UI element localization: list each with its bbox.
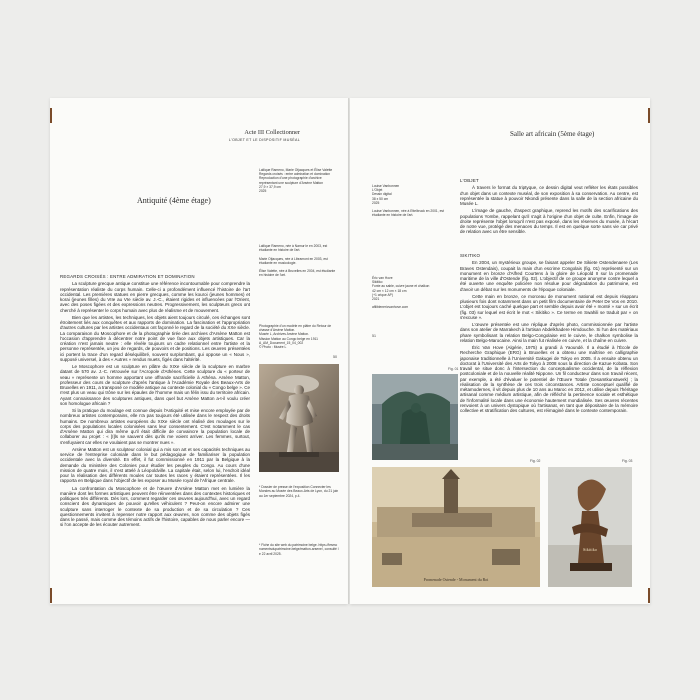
monument-photo: [372, 374, 458, 460]
running-head-title: Acte III Collectionner: [244, 129, 300, 136]
fig-03-sculpture-photo: [548, 467, 632, 587]
objet-paragraph: L'image de gauche, d'aspect graphique, reprend les motifs des scarifications des populations Yombe, rappelant qu'il s'agit à l'origine d'un objet de culte. Enfin, l'image de droite représente l'objet lorsqu'il n'est pas exposé, dans les réserves du musée, à l'écart de notre vue, protégé des menaces du temps. Il est en quelque sorte sans vie car privé de relation avec un être sensible.: [460, 208, 638, 235]
artist-block-sikitiko: Éric van Hove Sikitiko Fonte au sable, cuivre jaune et chalkon 42 cm × 12 cm × 18 cm (+1 crique AP) 2021 afiliblenericvanhove.com: [372, 276, 430, 310]
running-head-right: Salle art africain (5ème étage): [510, 130, 595, 138]
authors-note: Laliique Rameno, née à Namur le en 2003, est étudiante en histoire de l'art. Marie Otjacques, née à Libramont en 2003, est étudiante en musicologie. Élise Valette, née à Bruxelles en 2004, est étudiante en histoire de l'art.: [259, 244, 336, 278]
footnote-1: * Dossier de presse de l'exposition Connecter les Mondes au Musée des Beaux-Arts de Lyon, du 21 juin au 1er septembre 2024, p.4.: [259, 485, 339, 498]
essay-paragraph: Le Moscophore est un sculpture en plâtre du XIXe siècle de la sculpture en marbre datant de 570 av. J.-C. retrouvée sur l'Acropole d'Athènes. Cette sculpture du « porteur de veau » représente un homme apportant une offrande sacrificielle à Athéna. Arsène Matton, professeur des cours de sculpture d'après l'antique à l'Académie Royale des Beaux-Arts de Bruxelles en 1911, a transposé ce modèle antique au contexte colonial du « Congo belge ». Ce n'est plus un veau qui trône sur les épaules de l'homme mais un félin issu du territoire africain. Ayant connaissance des sculptures antiques, dans quel but Arsène Matton a-t-il voulu créer son homologue africain ?: [60, 364, 250, 406]
sikitiko-heading: SIKITIKO: [460, 253, 481, 258]
objet-paragraph: À travers le format du triptyque, ce dessin digital veut refléter les états possibles d'un objet dans un contexte muséal, de son exposition à sa conservation. Au centre, est représentée la statue à pouvoir Nkondi présente dans la salle de la section africaine du Musée L.: [460, 185, 638, 206]
sikitiko-paragraph: L'œuvre présentée est une réplique d'après photo, commissionnée par l'artiste dans son atelier de Marrakech à l'artisan Abdelkhadere Himdouche. Si l'un des matériaux phare symbolisant la relation Belgo-Congolaise est le cuivre, le chalkon symbolise la relation Belgo-Marocaine. Ainsi la main fut réalisée en cuivre, et la chaîne en cuivre.: [460, 322, 638, 343]
left-page-tab-marker: [50, 108, 52, 123]
essay-paragraph: La sculpture grecque antique constitue une référence incontournable pour comprendre la représentation réaliste du corps humain. Celle-ci a profondément influencé l'histoire de l'art occidental. Les premières statues en pierre grecques, comme les kouroi (jeunes hommes) et korai (jeunes filles) du VIIe au VIe siècle av. J.-C., étaient rigides et influencées par l'Orient, avec des poses figées et des expressions neutres. Progressivement, les sculpteurs grecs ont cherché à représenter le corps humain avec plus de réalisme et de mouvement.: [60, 281, 250, 313]
fig-01-photo: [372, 374, 458, 460]
main-essay: [60, 274, 250, 596]
sikitiko-paragraph: En 2004, un mystérieux groupe, se faisant appeler De Sikiete Ostendenaere (Les Braves Ostendais), coupait la main d'un escrime Congolais (fig. 01) représenté sur un monument en bronze d'Alfred Courtens à la gloire de Léopold II sur la promenade maritime de la ville d'Ostende (fig. 02). L'objectif de ce groupe anonyme contre lequel a été ouverte une enquête policière non résolue pour dégradation du patrimoine, est d'avoir un débat sur les monuments de l'époque coloniale.: [460, 260, 638, 292]
photo-credit: Photographie d'un modèle en plâtre du Retour de chasse d'Arsène Matton. Musée L, Archives Arsène Matton. Mission Matton au Congo belge en 1911 A_AM_Document_15_04_002 © Photo : Musée L: [259, 324, 332, 350]
essay-paragraph: Si la pratique du moulage est connue depuis l'Antiquité et mise encore employée par de nombreux artistes contemporains, elle n'a pas toujours été utilisée dans le respect des droits humains. De nombreux artistes européens du XIXe siècle ont réalisé des moulages sur le corps des populations locales colonisées sans leur consentement. C'est notamment le cas d'Arsène Matton qui dira même qu'il était difficile de convaincre la population locale de collaborer au projet : « [I]ls se sauvent dès qu'ils me voient arriver. Les femmes, surtout, s'enfuyaient car elles ne voulaient pas se montrer nues ».: [60, 408, 250, 445]
essay-heading: REGARDS CROISÉS : ENTRE ADMIRATION ET DOMINATION: [60, 274, 195, 279]
fig-02-postcard: [372, 467, 540, 587]
figure-number-right: 51: [372, 334, 376, 338]
right-page: [350, 98, 650, 604]
sikitiko-sculpture-image: [548, 467, 632, 587]
running-head-subtitle: L'OBJET ET LE DISPOSITIF MUSÉAL: [228, 138, 300, 142]
artist-block-objet: Louise Vanbonnen L'Objet Dessin digital 38 x 50 cm 2025 Louise Vanbonnen, née à Ettelbruck en 2001, est étudiante en histoire de l'art.: [372, 184, 444, 218]
fig-02-label: Fig. 02: [530, 459, 541, 463]
running-head: [180, 128, 300, 142]
right-page-bottom-tab-marker: [648, 588, 650, 603]
sikitiko-paragraph: Éric Van Hove (Algérie, 1975) a grandi à Yaoundé. Il a étudié à l'École de Recherche Graphique (ERG) à Bruxelles et a obtenu une maîtrise en calligraphie japonaise traditionnelle à l'Université Gakugei de Tokyo en 2005. Il a ensuite obtenu un doctorat à l'Université des Arts de Tokyo à 2008 sous la direction de Kazue Kobata. Son travail se situe donc à l'intersection du conceptualisme occidental, de la réflexion postcoloniale et de la nouvelle réalité Nippone. Un fil conducteur dans son travail récent, par exemple, a été d'évaluer le potentiel de l'Œuvre Totale (Gesamtkunstwerk) ; la réalisation de la synthèse de ces trois circonstances. Artiste conceptuel qualifié de métamodernes, il vit depuis plus de 10 ans au Maroc en 2012, et utilise depuis l'héritage artisanal comme médium artistique, afin de réfléchir la pertinence sociale et esthétique de l'informalité locale dans une économie hautement mondialisée. Ses œuvres récentes renvoient à un univers dystopique où l'artisanat, en tant que dépositaire de la mémoire collective et stratification des cultures, est réimaginé dans le contexte contemporain.: [460, 345, 638, 413]
section-title: Antiquité (4ème étage): [137, 196, 211, 205]
matton-sculpture-image: [259, 364, 339, 472]
sculpture-inscription: Sikitiko: [582, 547, 598, 552]
sikitiko-paragraph: Cette main en bronze, ce morceau de monument national est depuis réapparu plusieurs fois dont notamment dans un petit film documentaire de Peter De Vos en 2010. L'objet est toujours caché quelque part et semble depuis avoir été « monté » sur un écrit (fig. 03) sur lequel est écrit le mot « Sikitiko ». Ce terme en Swahili se traduit par « on s'excuse ».: [460, 293, 638, 320]
fig-01-label: Fig. 01: [448, 367, 459, 371]
right-page-tab-marker: [648, 108, 650, 123]
essay-paragraph: La confrontation du Moscophore et de l'œuvre d'Arsène Matton met en lumière la manière dont les formes artistiques peuvent être réinventées dans des contextes historiques et politiques très différents. Dès lors, comment regarder ces œuvres aujourd'hui, avec un regard conscient des dynamiques de pouvoir qu'elles véhiculent ? Peut-on encore admirer une sculpture sans interroger le contexte de sa production et de sa circulation ? Ces questionnements invitent à repenser notre rapport aux œuvres, non comme des objets figés dans le passé, mais comme des témoins actifs de l'histoire, capables de nous parler encore — si l'on accepte de les écouter autrement.: [60, 485, 250, 528]
objet-heading: L'OBJET: [460, 178, 479, 183]
essay-paragraph: Arsène Matton est un sculpteur colonial qui a mis son art et ses capacités techniques au service de l'entreprise coloniale dans le but pédagogique de familiariser la population occidentale avec la diversité. En effet, il fut commissionné en 1911 par la Belgique à la demande du ministère des Colonies pour étudier les peuples du Congo. Au cours d'une mission de quatre mois, il s'est attelé à Léopoldville. La capitale était, selon lui, l'endroit idéal pour la réalisation des différents moules car toutes les races y étaient représentées. Il les rapporta en Belgique dans l'objectif de les exposer au Musée royal de l'Afrique centrale.: [60, 446, 250, 484]
objet-section: [460, 178, 638, 237]
left-page: [50, 98, 348, 604]
matton-sculpture-photo: [259, 364, 339, 472]
left-page-bottom-tab-marker: [50, 588, 52, 603]
postcard-caption: Promenade Ostende - Monument du Roi: [423, 577, 489, 582]
postcard-image: [372, 467, 540, 587]
essay-paragraph: Bien que les artistes, les techniques, les objets aient toujours circulé, ces échanges sont étroitement liés aux conquêtes et aux rapports de domination. La fascination et l'appropriation d'autres cultures par les artistes occidentaux ont façonné le regard de la société du XXe siècle. La comparaison du Moscophore et de la photographie tirée des archives d'Arsène Matton est l'occasion d'apprendre à décentrer notre point de vue face aux objets artistiques. Car la création n'est jamais neutre : elle révèle toujours un cadre relationnel entre l'artiste et la personne représentée, un jeu de regards, de pouvoirs et de positions. Les œuvres présentées ici portent la trace d'un regard déséquilibré, souvent surplombant, qui oppose un « Nous », supposé universel, à des « Autres » rendus muets, figés dans l'altérité.: [60, 314, 250, 362]
artwork-caption: Laliique Rameno, Marie Otjacques et Élise Valette Regards croisés : entre admiration et domination Reproduction d'une photographie d'archive représentant une sculpture d'Arsène Matton 27,9 × 37,9 cm 2025: [259, 168, 333, 194]
figure-number: 50: [333, 355, 337, 359]
fig-03-label: Fig. 03: [622, 459, 633, 463]
footnote-2: * Fiche du site web du patrimoine belge. https://lesmonumentsdupatrimoine.belge/matton-arsene/, consulté le 22 avril 2025.: [259, 543, 339, 556]
